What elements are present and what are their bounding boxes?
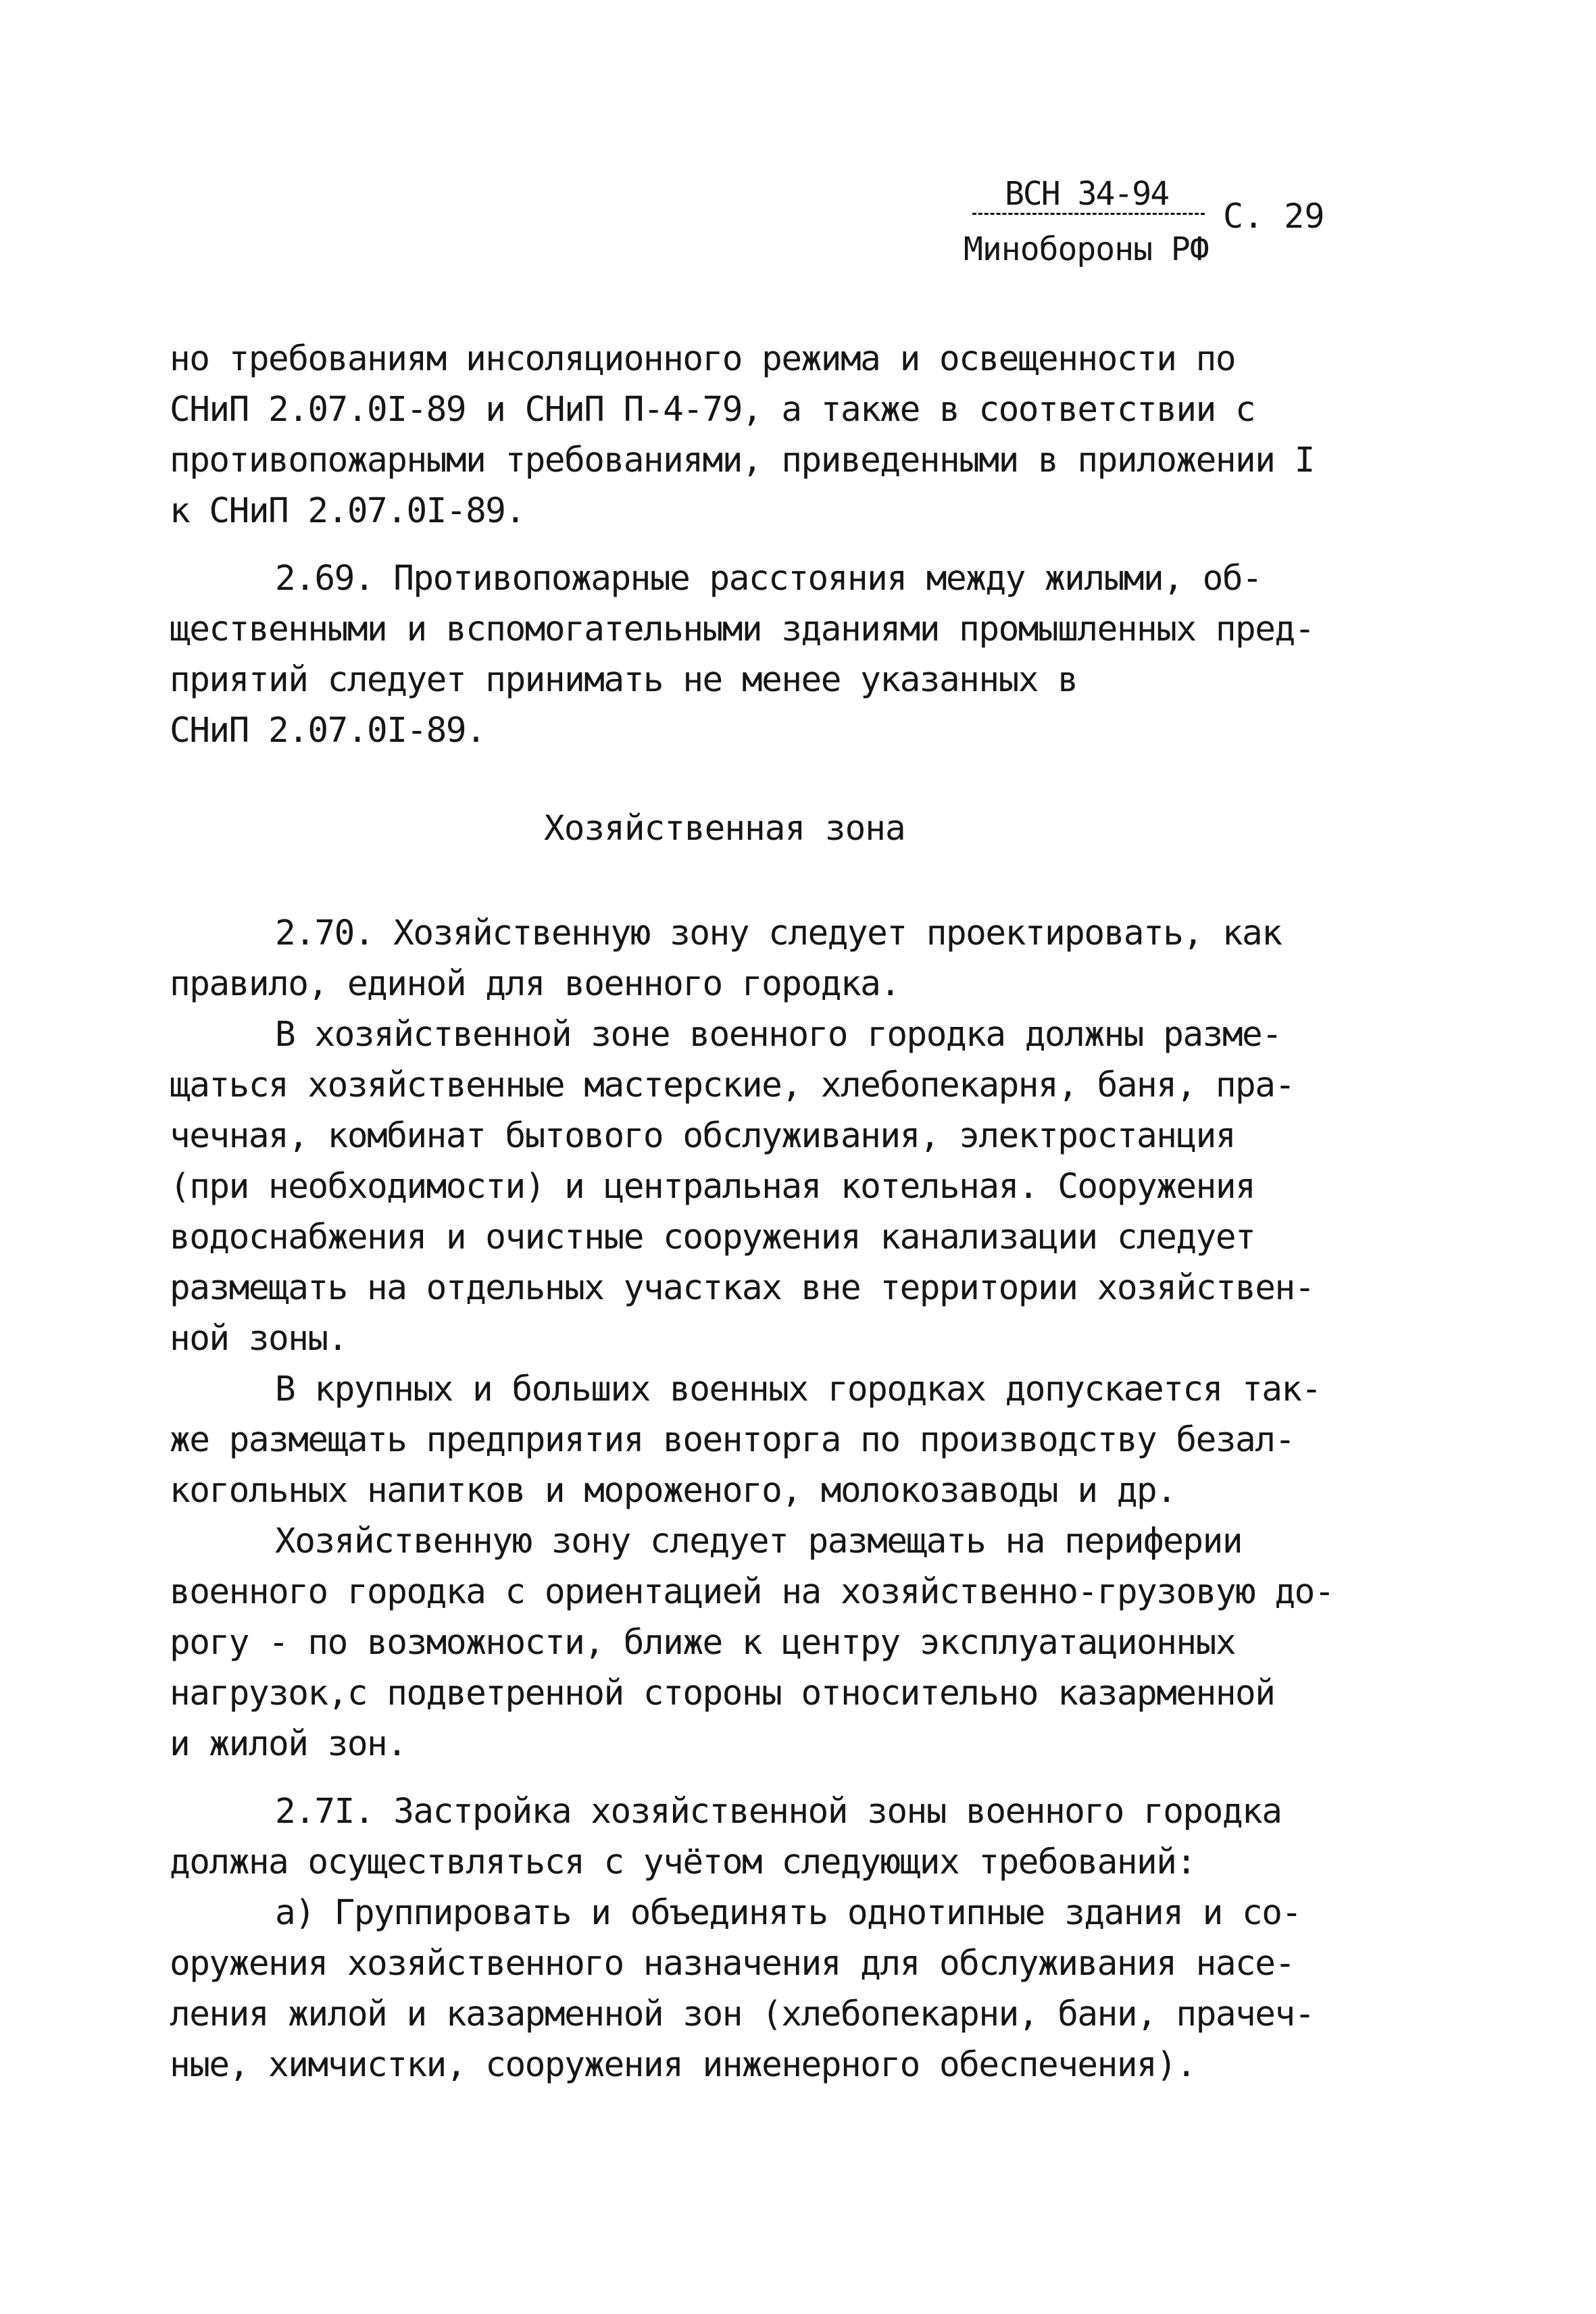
text-line: 2.70. Хозяйственную зону следует проектировать, как xyxy=(275,913,1282,953)
text-line: правило, единой для военного городка. xyxy=(170,964,900,1004)
text-line: 2.69. Противопожарные расстояния между жилыми, об- xyxy=(275,559,1262,599)
document-code-text: ВСН 34-94 xyxy=(1005,175,1169,213)
text-line: В хозяйственной зоне военного городка должны разме- xyxy=(275,1015,1282,1055)
text-line: Хозяйственную зону следует размещать на периферии xyxy=(275,1521,1243,1561)
text-line: водоснабжения и очистные сооружения канализации следует xyxy=(170,1217,1255,1257)
text-line: военного городка с ориентацией на хозяйственно-грузовую до- xyxy=(170,1572,1335,1612)
text-line: (при необходимости) и центральная котельная. Сооружения xyxy=(170,1167,1255,1207)
text-line: нагрузок,с подветренной стороны относительно казарменной xyxy=(170,1674,1275,1713)
text-line: приятий следует принимать не менее указанных в xyxy=(170,660,1078,700)
text-line: щественными и вспомогательными зданиями промышленных пред- xyxy=(170,609,1314,649)
text-line: но требованиям инсоляционного режима и освещенности по xyxy=(170,339,1236,379)
section-heading: Хозяйственная зона xyxy=(544,809,905,849)
text-line: ной зоны. xyxy=(170,1319,347,1359)
text-line: ления жилой и казарменной зон (хлебопекарни, бани, прачеч- xyxy=(170,1994,1314,2034)
text-line: противопожарными требованиями, приведенными в приложении I xyxy=(170,441,1314,480)
document-code xyxy=(1005,174,1168,213)
text-line: а) Группировать и объединять однотипные здания и со- xyxy=(275,1893,1301,1933)
document-code-underline xyxy=(972,213,1205,215)
text-line: оружения хозяйственного назначения для обслуживания насе- xyxy=(170,1944,1295,1984)
text-line: и жилой зон. xyxy=(170,1724,407,1764)
text-line: должна осуществляться с учётом следующих требований: xyxy=(170,1842,1196,1882)
text-line: к СНиП 2.07.0I-89. xyxy=(170,491,525,531)
page-number: С. 29 xyxy=(1223,197,1325,236)
text-line: размещать на отдельных участках вне территории хозяйствен- xyxy=(170,1268,1314,1308)
text-line: 2.7I. Застройка хозяйственной зоны военного городка xyxy=(275,1792,1282,1832)
text-line: щаться хозяйственные мастерские, хлебопекарня, баня, пра- xyxy=(170,1065,1295,1105)
text-line: рогу - по возможности, ближе к центру эксплуатационных xyxy=(170,1623,1236,1663)
text-line: ные, химчистки, сооружения инженерного обеспечения). xyxy=(170,2045,1196,2085)
text-line: СНиП 2.07.0I-89. xyxy=(170,711,486,751)
text-line: СНиП 2.07.0I-89 и СНиП П-4-79, а также в соответствии с xyxy=(170,390,1255,430)
ministry-label: Минобороны РФ xyxy=(964,230,1209,268)
text-line: же размещать предприятия военторга по производству безал- xyxy=(170,1420,1295,1460)
text-line: чечная, комбинат бытового обслуживания, электростанция xyxy=(170,1116,1236,1156)
text-line: когольных напитков и мороженого, молокозаводы и др. xyxy=(170,1471,1176,1511)
text-line: В крупных и больших военных городках допускается так- xyxy=(275,1369,1321,1409)
